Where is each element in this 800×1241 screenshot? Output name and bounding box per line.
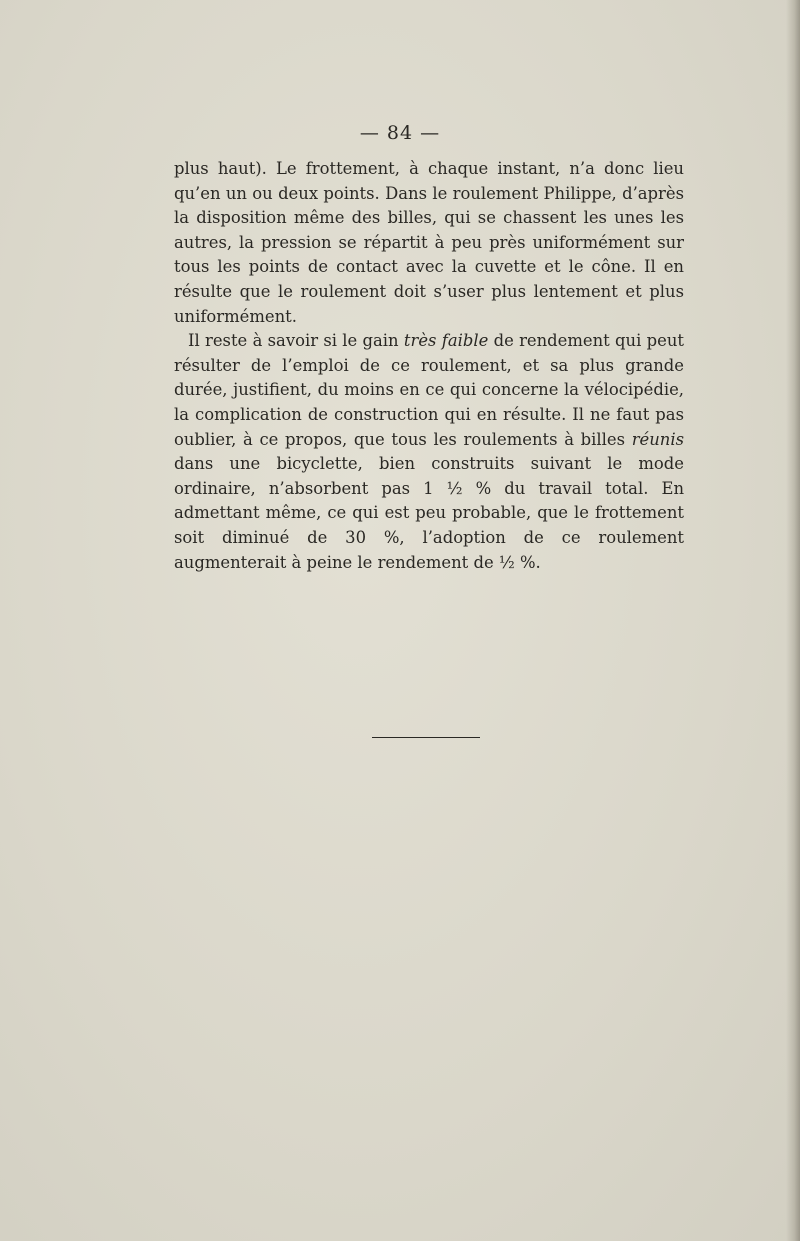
page-number: — 84 — xyxy=(359,122,441,144)
paragraph-1: plus haut). Le frottement, à chaque instant, n’a donc lieu qu’en un ou deux points. Dans le roulement Philippe, d’après la disposition même des billes, qui se chassent les unes les autres, la pression se répartit à peu près uniformément sur tous les points de contact avec la cuvette et le cône. Il en résulte que le roulement doit s’user plus lentement et plus uniformément. xyxy=(174,159,684,326)
paragraph-2-part-1: Il reste à savoir si le gain xyxy=(188,331,404,351)
body-text xyxy=(174,157,684,575)
emphasis-reunis: réunis xyxy=(631,429,684,449)
paragraph-2-part-3: dans une bicyclette, bien construits suivant le mode ordinaire, n’absorbent pas 1 ½ % du travail total. En admettant même, ce qui est peu probable, que le frottement soit diminué de 30 %, l’adoption de ce roulement augmenterait à peine le rendement de ½ %. xyxy=(174,454,684,572)
page-edge-shadow xyxy=(786,0,800,1241)
section-divider xyxy=(372,737,480,738)
emphasis-tres-faible: très faible xyxy=(403,331,489,351)
paragraph-2-part-2: de rendement qui peut résulter de l’emploi de ce roulement, et sa plus grande durée, justifient, du moins en ce qui concerne la vélocipédie, la complication de construction qui en résulte. Il ne faut pas oublier, à ce propos, que tous les roulements à billes xyxy=(174,331,684,449)
paragraph-2 xyxy=(174,329,684,575)
